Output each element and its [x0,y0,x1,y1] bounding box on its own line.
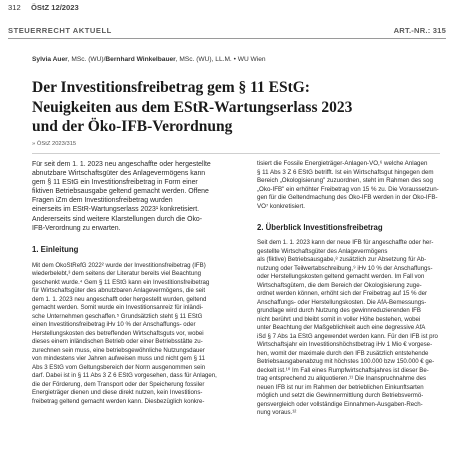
text-line: ordnet werden können, erhöht sich der Freibetrag auf 15 % der [257,290,428,297]
text-line: Energieträger dienen und diese direkt nutzen, kein Investitions- [32,389,203,397]
title-line: Neuigkeiten aus dem EStR-Wartungserlass 2023 [32,98,353,116]
text-line: geschenkt wurde.⁴ Gem § 11 EStG kann ein Investitionsfreibetrag [32,278,210,286]
text-line: oder Herstellungskosten geltend gemacht werden. Im Fall von [257,273,425,280]
text-line: freibetrag geltend gemacht werden kann. Diesbezüglich konkre- [32,397,205,405]
text-line: für Wirtschaftsgüter des abnutzbaren Anlagevermögens, die seit [32,287,206,295]
text-line: Anschaffungs- oder Herstellungskosten. Die AfA-Bemessungs- [257,298,427,306]
page-number: 312 [8,3,21,12]
author-first-name: Sylvia Auer [32,56,68,63]
text-line: neuen IFB ist nur im Rahmen der betrieblichen Einkunftsarten [257,383,424,391]
section-heading-einleitung: 1. Einleitung [32,244,79,254]
author-first-degree: , MSc. (WU)/ [67,56,106,63]
text-line: dem 1. 1. 2023 neu angeschafft oder hergestellt wurden, geltend [32,295,207,303]
page-header [8,2,446,14]
body-paragraph [257,239,443,418]
text-line: Herstellungskosten des betreffenden Wirtschaftsguts vor, wobei [32,329,204,337]
text-line: nung voraus.¹² [257,409,297,416]
right-column [257,160,443,418]
text-line: Fragen iZm dem Investitionsfreibetrag wurden [32,197,173,205]
text-line: Betriebsausgabenabzug mit höchstes 100.000 bzw 150.000 € ge- [257,358,435,365]
text-line: fiktiven Betriebsausgabe geltend gemacht werden. Offene [32,188,209,196]
text-line: hen, womit der maximale durch den IFB zusätzlich entstehende [257,349,429,357]
text-line: einerseits im EStR-Wartungserlass 2023¹ konkretisiert. [32,206,200,214]
text-line: nicht berührt und bleibt somit in voller Höhe bestehen, wobei [257,315,421,323]
text-line: gensvergleich oder vollständige Einnahmen-Ausgaben-Rech- [257,400,423,408]
text-line: § 11 Abs 3 Z 6 EStG betrifft. Ist ein Wirtschaftsgut hingegen dem [257,168,434,176]
text-line: Andererseits sind weitere Klarstellungen durch die Öko- [32,215,203,223]
text-line: iSd § 7 Abs 1a EStG angewendet werden kann. Für den IFB ist pro [257,332,438,340]
text-line: IFB-Verordnung zu erwarten. [32,224,121,232]
text-line: gemacht werden. Somit wurde ein Investitionsanreiz für inländi- [32,304,204,312]
author-affiliation: • WU Wien [231,56,266,63]
text-line: trag entsprechend zu aliquotieren.¹¹ Die Inanspruchnahme des [257,375,427,382]
section-label: STEUERRECHT AKTUELL [8,26,112,35]
text-line: einen Investitionsfreibetrag iHv 10 % der Anschaffungs- oder [32,321,196,329]
text-line: Seit dem 1. 1. 2023 kann der neue IFB für angeschaffte oder her- [257,239,434,246]
text-line: sche Unternehmen geschaffen.⁵ Grundsätzlich steht § 11 EStG [32,312,203,320]
text-line: zurechnen sein muss, eine betriebsgewöhnliche Nutzungsdauer [32,346,205,354]
text-line: möglich und setzt die Gewinnermittlung durch Betriebsvermö- [257,392,424,399]
text-line: Abs 3 EStG vom Geltungsbereich der Norm ausgenommen sein [32,363,206,371]
body-paragraph [32,262,242,407]
left-column [32,160,242,406]
text-line: Für seit dem 1. 1. 2023 neu angeschaffte oder hergestellte [32,161,211,168]
text-line: Wirtschaftsgütern, die dem Bereich der Ökologisierung zuge- [257,281,422,289]
text-line: Wirtschaftsjahr ein Investitionshöchstbetrag iHv 1 Mio € vorgese- [257,341,433,348]
text-line: wiederbelebt,³ dem seitens der Literatur bereits viel Beachtung [32,270,202,278]
journal-issue: ÖStZ 12/2023 [31,3,79,12]
text-line: unter Beachtung der Maßgeblichkeit auch eine degressive AfA [257,324,426,331]
text-line: von mindestens vier Jahren aufweisen muss und nicht gem § 11 [32,355,205,363]
title-divider [32,153,440,154]
text-line: dieses einem inländischen Betrieb oder einer Betriebsstätte zu- [32,338,203,346]
text-line: Bereich „Ökologisierung" zuzuordnen, steht im Rahmen des sog [257,177,433,184]
title-line: Der Investitionsfreibetrag gem § 11 EStG: [32,79,310,96]
text-line: tisiert die Fossile Energieträger-Anlagen-VO,⁶ welche Anlagen [257,160,428,167]
text-line: „Öko-IFB" ein erhöhter Freibetrag von 15 % zu. Die Voraussetzun- [257,185,439,193]
author-line [32,56,432,63]
section-bar [8,26,446,37]
text-line: Mit dem ÖkoStRefG 2022² wurde der Investitionsfreibetrag (IFB) [32,261,206,269]
intro-continuation [257,160,443,211]
text-line: nutzung oder Teilwertabschreibung,⁹ iHv 10 % der Anschaffungs- [257,264,433,272]
text-line: gem § 11 EStG ein Investitionsfreibetrag in Form einer [32,179,198,187]
text-line: als (fiktive) Betriebsausgabe,⁸ zusätzlich zur Absetzung für Ab- [257,256,427,263]
author-second-degree: , MSc. (WU), LL.M. [175,56,232,63]
text-line: VO⁷ konkretisiert. [257,202,305,210]
section-rule [8,38,446,39]
title-line: und der Öko-IFB-Verordnung [32,118,233,135]
text-line: grundlage wird durch Nutzung des gewinnreduzierenden IFB [257,307,421,314]
article-number: ART.-NR.: 315 [393,26,446,35]
text-line: gen für die Geltendmachung des Öko-IFB werden in der Öko-IFB- [257,194,438,201]
article-reference: » ÖStZ 2023/315 [32,141,77,147]
text-line: abnutzbare Wirtschaftsgüter des Anlagevermögens kann [32,170,206,178]
intro-paragraph [32,160,242,233]
text-line: darf. Dabei ist in § 11 Abs 3 Z 6 EStG vorgesehen, dass für Anlagen, [32,372,217,380]
author-second-name: Bernhard Winkelbauer [105,56,176,63]
article-title [32,78,442,137]
text-line: gestellte Wirtschaftsgüter des Anlagevermögens [257,247,388,255]
section-heading-ueberblick: 2. Überblick Investitionsfreibetrag [257,223,383,232]
text-line: die der Förderung, dem Transport oder der Speicherung fossiler [32,380,205,388]
text-line: deckelt ist.¹⁰ Im Fall eines Rumpfwirtschaftsjahres ist dieser Be- [257,366,429,374]
